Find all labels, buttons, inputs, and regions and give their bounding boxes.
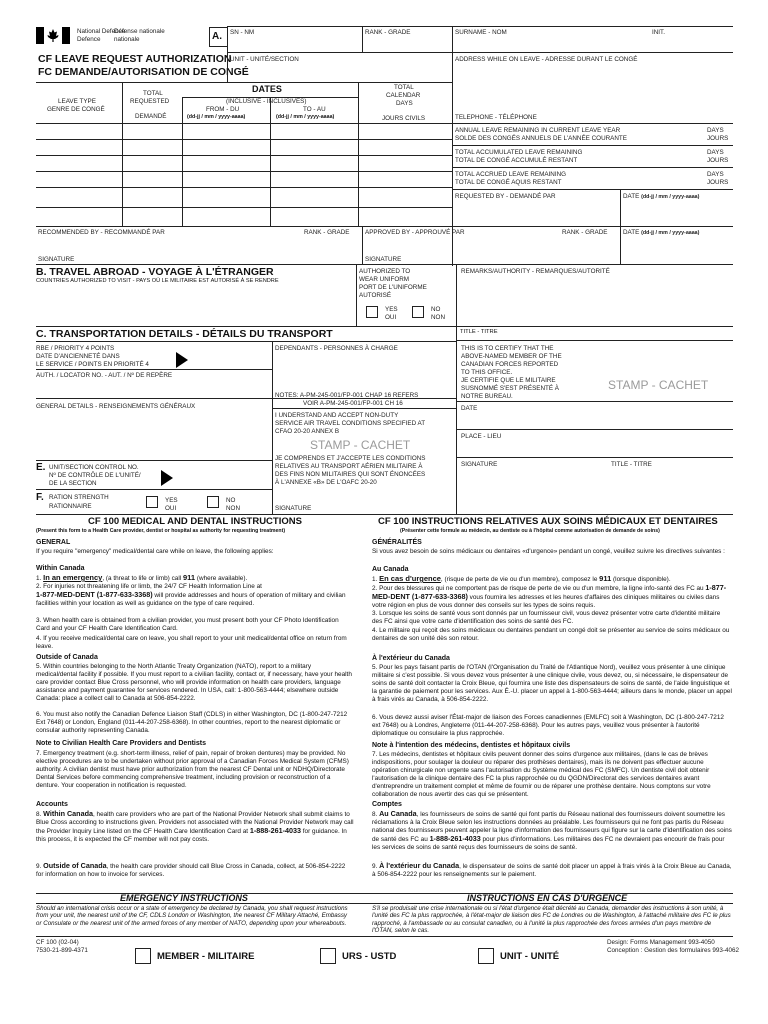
- accounts-fr-heading: Comptes: [372, 801, 402, 808]
- countries-label: COUNTRIES AUTHORIZED TO VISIT - PAYS OÙ LE MILITAIRE EST AUTORISÉ À SE RENDRE: [36, 278, 279, 284]
- surname-label: SURNAME - NOM: [455, 29, 507, 36]
- emergency-en-text: Should an international crisis occur or a state of emergency be declared by Canada, you shall request instructions from your unit, the nearest unit of the CF, CDLS London or Washington, the nearest CF Military Attaché, Embassy or Consulate or the nearest unit of the armed forces of any member of NATO, depending upon your whereabouts.: [36, 905, 348, 927]
- para-6-fr: 6. Vous devez aussi aviser l'État-major de liaison des Forces canadiennes (EMLFC) soit à Washington, DC (1-800-247-7212 ext 7648) ou à Londres, Angleterre (011-44-207-258-6368). Pour les autres pays, veuillez vous présenter à l'autorité diplomatique ou consulaire la plus rapprochée.: [372, 714, 724, 737]
- leave-row-3[interactable]: [36, 156, 453, 170]
- leave-row-1[interactable]: [36, 124, 453, 138]
- para-2-en: 2. For injuries not threatening life or limb, the 24/7 CF Health Information Line at 1-877-MED-DENT (1-877-633-3368) will provide addresses and hours of operation of military and civilian facilities within your location as well as guidance on the type of care required.: [36, 583, 346, 607]
- emergency-en-title: EMERGENCY INSTRUCTIONS: [120, 893, 248, 903]
- accept-fr-2: RELATIVES AU TRANSPORT AÉRIEN MILITAIRE À: [275, 463, 423, 470]
- form-number: CF 100 (02-04): [36, 939, 79, 946]
- para-8-fr: 8. Au Canada, les fournisseurs de soins de santé qui font partis du Réseau national des fournisseurs doivent soumettre les réclamations à la Croix Bleue selon les instructions données au préalable. Les fournisseurs qui ne font pas partis du Réseau national des fournisseurs peuvent appeler la ligne d'information des fournisseurs qui figure sur la carte d'identification des soins de santé des FC au 1-888-261-4033 pour plus d'informations. Les militaires des FC ne devraient pas encourir de frais pour les services de soins de santé reçus des fournisseurs de soins de santé.: [372, 809, 732, 851]
- to-label: TO - AU: [303, 106, 326, 113]
- accumulated-en: TOTAL ACCUMULATED LEAVE REMAINING: [455, 149, 583, 156]
- unit-label: UNIT - UNITÉ/SECTION: [230, 56, 299, 63]
- dependants-input[interactable]: [274, 352, 454, 388]
- section-f-letter: F.: [36, 492, 44, 503]
- ration-no-label: NO: [226, 497, 236, 504]
- general-fr-text: Si vous avez besoin de soins médicaux ou dentaires «d'urgence» pendant un congé, veuillez suivre les directives suivantes :: [372, 548, 725, 555]
- emergency-fr-text: S'il se produisait une crise internationale ou si l'état d'urgence était décrété au Canada, demander des instructions à son unité, à l'unité des FC la plus rapprochée, à l'état-major de liaison des FC de Londres ou de Washington, à l'attaché militaire des FC le plus rapproché, à l'ambassade ou au consulat canadien, ou à l'unité la plus rapprochée des forces armées d'un pays membre de l'OTAN, selon le cas.: [372, 905, 731, 935]
- init-input[interactable]: [650, 36, 732, 51]
- ration-oui-label: OUI: [165, 505, 177, 512]
- certify-4: TO THIS OFFICE.: [461, 369, 513, 376]
- recommended-by-label: RECOMMENDED BY - RECOMMANDÉ PAR: [38, 229, 165, 236]
- init-label: INIT.: [652, 29, 665, 36]
- rbe-line-1: RBE / PRIORITY 4 POINTS: [36, 345, 115, 352]
- demande-label: DEMANDÉ: [135, 113, 167, 120]
- general-details-input[interactable]: [36, 410, 270, 458]
- signature-c-label: SIGNATURE: [275, 505, 312, 512]
- annual-leave-en: ANNUAL LEAVE REMAINING IN CURRENT LEAVE YEAR: [455, 127, 621, 134]
- rbe-line-3: LE SERVICE / POINTS EN PRIORITÉ 4: [36, 361, 149, 368]
- sn-input[interactable]: [228, 36, 361, 51]
- annual-jours: JOURS: [707, 135, 729, 142]
- unit-input[interactable]: [228, 63, 451, 81]
- requested-by-label: REQUESTED BY - DEMANDÉ PAR: [455, 193, 556, 200]
- uniform-non-label: NON: [431, 314, 445, 321]
- section-d-signature-label: SIGNATURE: [461, 461, 498, 468]
- approved-signature-label: SIGNATURE: [365, 256, 402, 263]
- countries-input[interactable]: [36, 286, 354, 324]
- recommended-signature-label: SIGNATURE: [38, 256, 75, 263]
- outside-canada-en: Outside of Canada: [36, 654, 98, 661]
- approved-rank-label: RANK - GRADE: [562, 229, 608, 236]
- section-e-line-3: DE LA SECTION: [49, 480, 97, 487]
- unit-checkbox[interactable]: [478, 948, 494, 964]
- para-4-fr: 4. Le militaire qui reçoit des soins médicaux ou dentaires pendant un congé doit se présenter au service de soins médicaux ou dentaires de son unité dès son retour.: [372, 627, 730, 642]
- remarks-input[interactable]: [459, 277, 731, 325]
- calendar-label: CALENDAR: [386, 92, 421, 99]
- total-requested-total: TOTAL: [143, 90, 163, 97]
- section-d-date-label: DATE: [461, 405, 478, 412]
- rank-label: RANK - GRADE: [365, 29, 411, 36]
- canada-flag-icon: [36, 27, 70, 44]
- instructions-en-title: CF 100 MEDICAL AND DENTAL INSTRUCTIONS: [88, 516, 302, 527]
- member-checkbox[interactable]: [135, 948, 151, 964]
- accum-days: DAYS: [707, 149, 724, 156]
- notes-line-1: NOTES: A-PM-245-001/FP-001 CHAP 16 REFERS: [275, 392, 419, 399]
- para-7-fr: 7. Les médecins, dentistes et hôpitaux civils peuvent donner des soins d'urgence aux militaires, (dans le cas de brèves indispositions, pour soulager la douleur ou réparer des prothèses dentaires), mais ils ne doivent pas effectuer aucune opération chirurgicale non urgente sans l'autorisation du Système médical des FC (SMFC). Un dentiste civil doit obtenir l'autorisation de la clinique dentaire des FC la plus rapprochée ou du QGDN/Directorat des services dentaires avant d'entreprendre un traitement complet et même de fournir ou de réparer une prothèse dentaire. Nous comptons sur votre collaboration de nous avertir des cas qui se présentent.: [372, 751, 711, 798]
- section-e-line-2: Nº DE CONTRÔLE DE L'UNITÉ/: [49, 472, 141, 479]
- general-en-text: If you require "emergency" medical/dental care while on leave, the following applies:: [36, 548, 274, 555]
- general-details-label: GENERAL DETAILS - RENSEIGNEMENTS GÉNÉRAUX: [36, 403, 196, 410]
- defense-nationale-label: Défense nationale: [114, 28, 165, 35]
- leave-row-4[interactable]: [36, 172, 453, 186]
- remarks-label: REMARKS/AUTHORITY - REMARQUES/AUTORITÉ: [461, 268, 610, 275]
- within-canada-fr: Au Canada: [372, 566, 409, 573]
- accept-en-2: SERVICE AIR TRAVEL CONDITIONS SPECIFIED AT: [275, 420, 426, 427]
- leave-row-5[interactable]: [36, 188, 453, 206]
- notes-line-2: VOIR A-PM-245-001/FP-001 CH 16: [303, 400, 403, 407]
- arrow-right-icon: [176, 352, 188, 368]
- section-c-title: C. TRANSPORTATION DETAILS - DÉTAILS DU TRANSPORT: [36, 328, 333, 340]
- dates-inclusive: (INCLUSIVE - INCLUSIVES): [226, 98, 307, 105]
- surname-input[interactable]: [453, 36, 649, 51]
- para-7-en: 7. Emergency treatment (e.g. short-term illness, relief of pain, repair of broken dentures) may be provided. No elective procedures are to be undertaken without prior approval of a Canadian Forces Medical System (CFMS) authority. A civilian dentist must have prior authorization from the nearest CF Dental unit or NDHQ/Directorate Dental Services before commencing comprehensive treatment, including provision or reconstruction of a denture. Your cooperation in notification is requested.: [36, 750, 349, 789]
- uniform-line-3: PORT DE L'UNIFORME: [359, 284, 427, 291]
- accrued-en: TOTAL ACCRUED LEAVE REMAINING: [455, 171, 567, 178]
- address-label: ADDRESS WHILE ON LEAVE - ADRESSE DURANT LE CONGÉ: [455, 56, 638, 63]
- para-5-en: 5. Within countries belonging to the North Atlantic Treaty Organization (NATO), report to a military medical/dental facility if possible. If you must report to a civilian facility, contact or, if necessary, have your health care provider contact Blue Cross personnel, who will provide information on health care providers, language assistance and payment guarantee for services rendered. In USA, call: 1-800-563-4444; elsewhere outside Canada: place a collect call to Canada at 506-854-2222.: [36, 663, 352, 702]
- approved-by-label: APPROVED BY - APPROUVÉ PAR: [365, 229, 465, 236]
- para-2-fr: 2. Pour des blessures qui ne comportent pas de risque de perte de vie ou d'un membre, la ligne info-santé des FC au 1-877-MED-DENT (1-877-633-3368) vous fournira les adresses et les heures d'affaires des cliniques militaires ou civiles dans votre région en plus de vous donner des conseils sur les types de soins requis.: [372, 583, 727, 609]
- leave-row-2[interactable]: [36, 140, 453, 154]
- outside-canada-fr: À l'extérieur du Canada: [372, 655, 450, 662]
- address-input[interactable]: [453, 63, 732, 108]
- total-requested-label: REQUESTED: [130, 98, 170, 105]
- from-label: FROM - DU: [206, 106, 240, 113]
- place-input[interactable]: [458, 440, 731, 455]
- nsn-number: 7530-21-899-4371: [36, 947, 88, 954]
- annual-leave-fr: SOLDE DES CONGÉS ANNUELS DE L'ANNÉE COURANTE: [455, 135, 627, 142]
- rank-input[interactable]: [363, 36, 451, 51]
- jours-civils-label: JOURS CIVILS: [382, 115, 426, 122]
- from-format: (dd-jj / mm / yyyy-aaaa): [187, 114, 246, 120]
- annual-days: DAYS: [707, 127, 724, 134]
- genre-conge-label: GENRE DE CONGÉ: [47, 106, 105, 113]
- defence-label: Defence: [77, 36, 101, 43]
- stamp-cachet-d: STAMP - CACHET: [608, 378, 709, 392]
- accrued-fr: TOTAL DE CONGÉ AQUIS RESTANT: [455, 179, 562, 186]
- arrow-right-icon: [161, 470, 173, 486]
- certify-5: JE CERTIFIE QUE LE MILITAIRE: [461, 377, 556, 384]
- accr-days: DAYS: [707, 171, 724, 178]
- accumulated-fr: TOTAL DE CONGÉ ACCUMULÉ RESTANT: [455, 157, 578, 164]
- note-fr-heading: Note à l'intention des médecins, dentistes et hôpitaux civils: [372, 742, 571, 749]
- uniform-line-1: AUTHORIZED TO: [359, 268, 411, 275]
- auth-locator-label: AUTH. / LOCATOR NO. - AUT. / Nº DE REPÈRE: [36, 372, 173, 379]
- para-9-fr: 9. À l'extérieur du Canada, le dispensateur de soins de santé doit placer un appel à frais virés à la Croix Bleue au Canada, à 506-854-2222 pour les renseignements sur le paiement.: [372, 861, 732, 878]
- para-6-en: 6. You must also notify the Canadian Defence Liaison Staff (CDLS) in either Washington, DC (1-800-247-7212 Ext 7648) or London, England (011-44-207-258-6368). In other countries, report to the nearest diplomatic or consular authority representing Canada.: [36, 711, 348, 734]
- sn-label: SN - NM: [230, 29, 255, 36]
- national-defence-label: National Defence: [77, 28, 126, 35]
- leave-type-label: LEAVE TYPE: [58, 98, 96, 105]
- unit-control-input[interactable]: [178, 462, 270, 487]
- nationale-label: nationale: [114, 36, 140, 43]
- accept-en-3: CFAO 20-20 ANNEX B: [275, 428, 340, 435]
- certify-7: NOTRE BUREAU.: [461, 393, 513, 400]
- instructions-fr-title: CF 100 INSTRUCTIONS RELATIVES AUX SOINS MÉDICAUX ET DENTAIRES: [378, 516, 718, 527]
- form-title-fr: FC DEMANDE/AUTORISATION DE CONGÉ: [38, 66, 249, 78]
- uniform-no-label: NO: [431, 306, 441, 313]
- accept-fr-4: À L'ANNEXE «B» DE L'OAFC 20-20: [275, 479, 377, 486]
- accum-jours: JOURS: [707, 157, 729, 164]
- uniform-line-2: WEAR UNIFORM: [359, 276, 410, 283]
- para-8-en: 8. Within Canada, health care providers who are part of the National Provider Network shall submit claims to Blue Cross according to instructions given. Providers not associated with the National Provider Network may call the Provider Inquiry Line listed on the CF Health Care Identification Card at 1-888-261-4033 for guidance. In this process, it is expected the CF member will not pay costs.: [36, 809, 354, 843]
- para-9-en: 9. Outside of Canada, the health care provider should call Blue Cross in Canada, collect, at 506-854-2222 for information on how to invoice for services.: [36, 861, 346, 878]
- rbe-line-2: DATE D'ANCIENNETÉ DANS: [36, 353, 120, 360]
- general-en-heading: GENERAL: [36, 539, 71, 546]
- to-format: (dd-jj / mm / yyyy-aaaa): [276, 114, 335, 120]
- section-b-title: B. TRAVEL ABROAD - VOYAGE À L'ÉTRANGER: [36, 266, 274, 278]
- dates-heading: DATES: [252, 84, 282, 94]
- accept-fr-1: JE COMPRENDS ET J'ACCEPTE LES CONDITIONS: [275, 455, 426, 462]
- section-e-letter: E.: [36, 462, 46, 473]
- uniform-line-4: AUTORISÉ: [359, 292, 392, 299]
- para-3-fr: 3. Lorsque les soins de santé vous sont donnés par un fournisseur civil, vous devez présenter votre carte d'identité militaire des FC ainsi que votre carte d'identification des soins de santé des FC.: [372, 610, 721, 625]
- place-label: PLACE - LIEU: [461, 433, 502, 440]
- ration-yes-checkbox[interactable]: [146, 496, 158, 508]
- section-f-line-2: RATIONNAIRE: [49, 503, 92, 510]
- note-en-heading: Note to Civilian Health Care Providers and Dentists: [36, 740, 206, 747]
- design-credit: Design: Forms Management 993-4050: [607, 939, 715, 946]
- para-3-en: 3. When health care is obtained from a civilian provider, you must present both your CF Photo Identification Card and your CF Health Care Identification Card.: [36, 617, 339, 632]
- para-1-en: 1. In an emergency, (a threat to life or limb) call 911 (where available).: [36, 573, 248, 582]
- form-title-en: CF LEAVE REQUEST AUTHORIZATION: [38, 53, 232, 65]
- uniform-no-checkbox[interactable]: [412, 306, 424, 318]
- ration-no-checkbox[interactable]: [207, 496, 219, 508]
- dependants-label: DEPENDANTS - PERSONNES À CHARGE: [275, 345, 398, 352]
- member-label: MEMBER - MILITAIRE: [157, 951, 255, 962]
- certify-3: CANADIAN FORCES REPORTED: [461, 361, 559, 368]
- section-d-date-input[interactable]: [458, 412, 731, 427]
- approved-date-label: DATE (dd-jj / mm / yyyy-aaaa): [623, 229, 700, 236]
- within-canada-en: Within Canada: [36, 565, 85, 572]
- section-f-line-1: RATION STRENGTH: [49, 494, 109, 501]
- general-fr-heading: GÉNÉRALITÉS: [372, 539, 422, 546]
- section-e-line-1: UNIT/SECTION CONTROL NO.: [49, 464, 139, 471]
- section-d-title-label: TITLE - TITRE: [611, 461, 652, 468]
- urs-checkbox[interactable]: [320, 948, 336, 964]
- section-d-title: TITLE - TITRE: [460, 329, 498, 335]
- accept-fr-3: DES FINS NON MILITAIRES QUI SONT ÉNONCÉES: [275, 471, 426, 478]
- instructions-en-subtitle: (Present this form to a Health Care provider, dentist or hospital as authority for requesting treatment): [36, 528, 286, 534]
- certify-1: THIS IS TO CERTIFY THAT THE: [461, 345, 554, 352]
- certify-2: ABOVE-NAMED MEMBER OF THE: [461, 353, 562, 360]
- uniform-oui-label: OUI: [385, 314, 397, 321]
- total-cal-label: TOTAL: [394, 84, 414, 91]
- unit-footer-label: UNIT - UNITÉ: [500, 951, 560, 962]
- uniform-yes-checkbox[interactable]: [366, 306, 378, 318]
- telephone-label: TELEPHONE - TÉLÉPHONE: [455, 114, 537, 121]
- ration-yes-label: YES: [165, 497, 178, 504]
- stamp-cachet-c: STAMP - CACHET: [310, 438, 411, 452]
- para-4-en: 4. If you receive medical/dental care on leave, you shall report to your unit medical/dental office on return from leave.: [36, 635, 347, 650]
- section-a-letter: A.: [212, 31, 222, 42]
- urs-label: URS - USTD: [342, 951, 397, 962]
- instructions-fr-subtitle: (Présenter cette formule au médecin, au dentiste ou à l'hôpital comme autorisation de demande de soins): [400, 528, 660, 534]
- conception-credit: Conception : Gestion des formulaires 993-4062: [607, 947, 739, 954]
- accept-en-1: I UNDERSTAND AND ACCEPT NON-DUTY: [275, 412, 399, 419]
- ration-non-label: NON: [226, 505, 240, 512]
- para-5-fr: 5. Pour les pays faisant partis de l'OTAN (l'Organisation du Traité de l'Atlantique Nord), veuillez vous présenter à une clinique militaire si c'est possible. Si vous devez vous présenter à une clinique civile, vous devez, ou, si nécessaire, le dispensateur de soins de santé doit contacter la Croix Bleue, qui fournira une liste des dispensateurs de soins de santé, de l'aide linguistique et la garantie de paiement pour les services. Aux É.-U. placer un appel à 1-800-563-4444; ailleurs dans le monde, placer un appel à frais virés au Canada, à 506-854-2222.: [372, 664, 732, 703]
- accr-jours: JOURS: [707, 179, 729, 186]
- certify-6: SUSNOMMÉ S'EST PRÉSENTÉ À: [461, 385, 560, 392]
- accounts-en-heading: Accounts: [36, 801, 68, 808]
- para-1-fr: 1. En cas d'urgence, (risque de perte de vie ou d'un membre), composez le 911 (lorsque disponible).: [372, 574, 671, 583]
- emergency-fr-title: INSTRUCTIONS EN CAS D'URGENCE: [467, 893, 628, 903]
- recommended-rank-label: RANK - GRADE: [304, 229, 350, 236]
- days-label: DAYS: [396, 100, 413, 107]
- requested-date-label: DATE (dd-jj / mm / yyyy-aaaa): [623, 193, 700, 200]
- uniform-yes-label: YES: [385, 306, 398, 313]
